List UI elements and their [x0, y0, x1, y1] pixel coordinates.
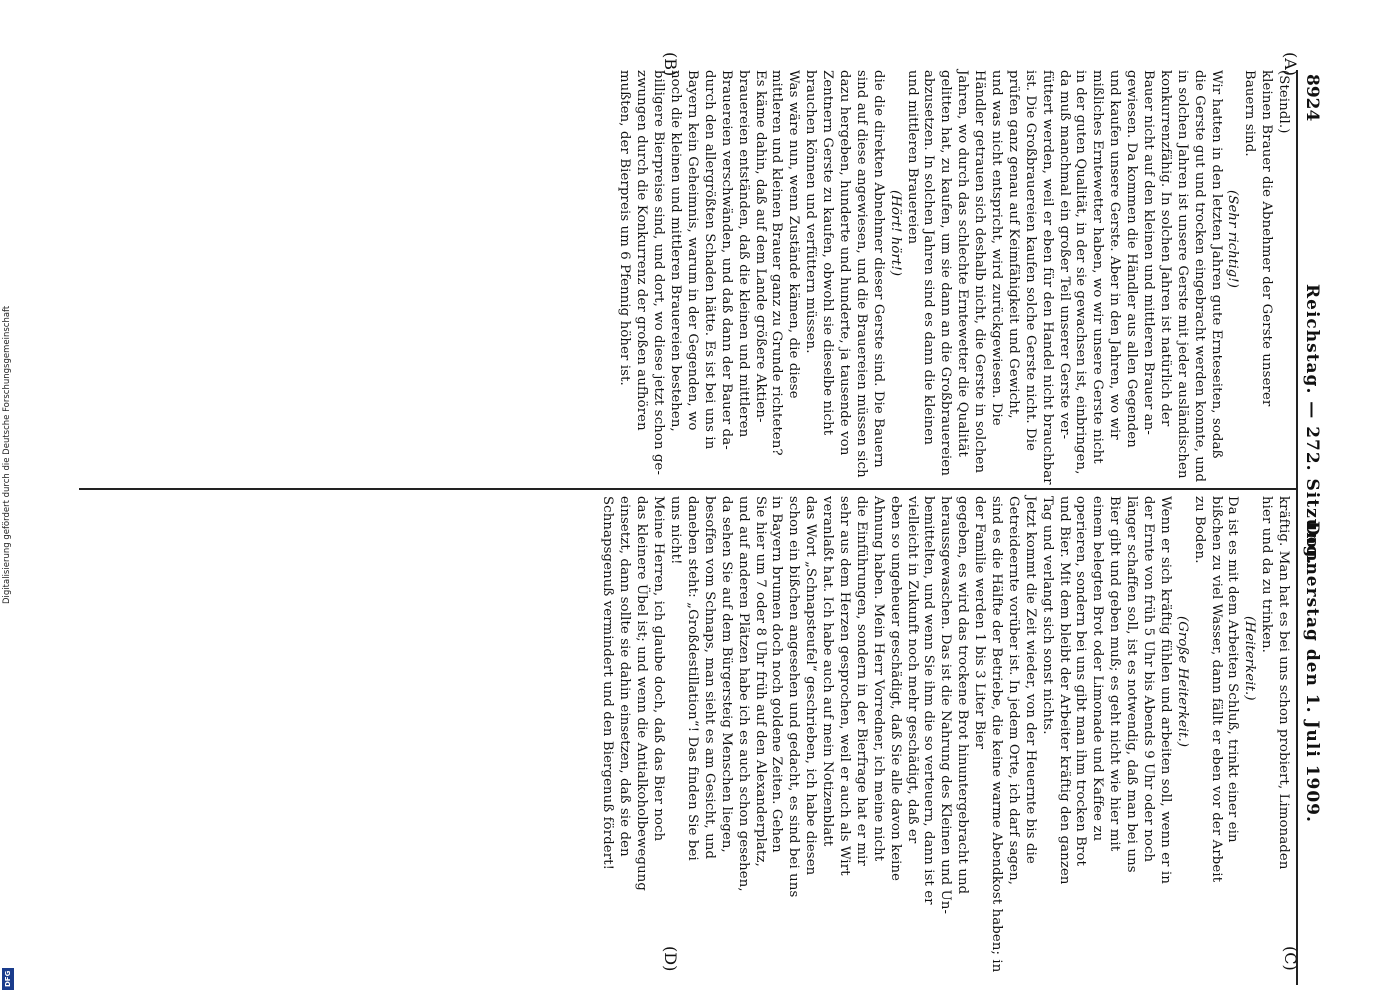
text-line — [1191, 70, 1208, 483]
text-line-content: mißliches Erntewetter haben, wo wir unsere Gerste nicht — [1090, 70, 1106, 464]
text-line-content: kräftig. Man hat es bei uns schon probiert, Limonaden — [1276, 496, 1292, 870]
text-line-content: (Heiterkeit.) — [1242, 616, 1258, 701]
text-line-content: sind es die Hälfte der Betriebe, die keine warme Abendkost haben; in — [988, 496, 1004, 973]
text-line-content: Sie hier um 7 oder 8 Uhr früh auf den Alexanderplatz, — [752, 496, 768, 867]
text-line-content: besoffen vom Schnaps, man sieht es am Gesicht, und — [701, 496, 717, 860]
text-line-content: das kleinere Übel ist; und wenn die Antialkoholbewegung — [634, 496, 650, 891]
text-line-content: schon ein bißchen angesehen und gedacht, es sind bei uns — [786, 496, 802, 898]
text-line-content: operieren, sondern bei uns gibt man ihm trocken Brot — [1073, 496, 1089, 867]
text-line — [1072, 496, 1089, 941]
text-line — [1056, 70, 1073, 480]
text-line — [1157, 70, 1174, 480]
text-line-content: Jahren, wo durch das schlechte Erntewetter die Qualität — [955, 70, 971, 457]
text-line-content: die Gerste gut und trocken eingebracht werden konnte, und — [1191, 70, 1207, 483]
text-line-content: da sehen Sie auf dem Bürgersteig Menschen liegen, — [718, 496, 734, 853]
text-line-content: und Bier. Mit dem bleibt der Arbeiter kräftig den ganzen — [1056, 496, 1072, 885]
text-line — [684, 70, 701, 480]
text-line-content: und was nicht entspricht, wird zurückgewiesen. Die — [988, 70, 1004, 426]
text-line-content: mußten, der Bierpreis um 6 Pfennig höher ist. — [617, 70, 633, 386]
text-line — [1191, 496, 1208, 941]
margin-mark-d: (D) — [661, 946, 680, 972]
text-line — [853, 70, 870, 480]
text-line-content: eben so ungeheuer geschädigt, daß Sie alle davon keine — [887, 496, 903, 882]
text-line — [667, 70, 684, 480]
text-line — [701, 496, 718, 941]
text-line — [937, 496, 954, 941]
session-date: Donnerstag den 1. Juli 1909. — [1302, 521, 1322, 823]
text-line-content: Brauereien verschwänden, und daß dann der Bauer da- — [718, 70, 734, 450]
text-line — [633, 496, 650, 941]
text-line-content: einsetzt, dann sollte sie dahin einsetzen, daß sie den — [617, 496, 633, 857]
text-line — [819, 70, 836, 480]
text-line-content: sind auf diese angewiesen, und die Brauereien müssen sich — [853, 70, 869, 478]
text-line-content: Ahnung haben. Mein Herr Vorredner, ich meine nicht — [870, 496, 886, 862]
text-line — [650, 70, 667, 480]
text-line — [1123, 496, 1140, 941]
text-line — [988, 70, 1005, 480]
text-line — [887, 70, 904, 480]
text-line-content: der Familie werden 1 bis 3 Liter Bier — [972, 496, 988, 750]
text-line-content: die Einführungen, sondern in der Bierfrage hat er mir — [853, 496, 869, 866]
text-line — [1140, 496, 1157, 941]
text-line — [1241, 70, 1258, 480]
text-line-content: prüfen ganz genau auf Keimfähigkeit und Gewicht, — [1005, 70, 1021, 419]
text-line-content: brauereien entständen, daß die kleinen und mittleren — [735, 70, 751, 438]
text-line — [971, 70, 988, 480]
text-line — [1106, 496, 1123, 941]
text-line-content: abzusetzen. In solchen Jahren sind es dann die kleinen — [921, 70, 937, 446]
digitization-note: Digitalisierung gefördert durch die Deutsche Forschungsgemeinschaft — [2, 305, 12, 604]
text-line — [768, 70, 785, 480]
text-line-content: veranlaßt hat. Ich habe auch auf mein Notizenblatt — [820, 496, 836, 847]
text-line-content: (Sehr richtig!) — [1225, 190, 1241, 289]
text-line — [785, 70, 802, 480]
text-line-content: gelitten hat, zu kaufen, um sie dann an die Großbrauereien — [938, 70, 954, 477]
text-line — [1123, 70, 1140, 480]
text-line-content: Tag und verlangt sich sonst nichts. — [1039, 496, 1055, 735]
text-line — [785, 496, 802, 941]
text-line — [616, 70, 633, 480]
text-line — [1208, 70, 1225, 480]
text-line-content: durch den allergrößten Schaden hätte. Es ist bei uns in — [701, 70, 717, 450]
text-line — [1056, 496, 1073, 941]
text-line-content: sehr aus dem Herzen gesprochen, weil er auch als Wirt — [836, 496, 852, 876]
text-line — [718, 496, 735, 941]
text-line — [1022, 496, 1039, 941]
text-line-content: zwungen durch die Konkurrenz der großen aufhören — [634, 70, 650, 431]
text-line-content: zu Boden. — [1191, 496, 1207, 564]
text-line-content: Was wäre nun, wenn Zustände kämen, die diese — [786, 70, 802, 399]
text-line-content: in Bayern brumen doch noch goldene Zeiten. Gehen — [769, 496, 785, 853]
text-line-content: Wir hatten in den letzten Jahren gute Ernteseiten, sodaß — [1208, 70, 1224, 459]
text-line-content: Jetzt kommt die Zeit wieder, von der Heuernte bis die — [1022, 496, 1038, 864]
text-line — [633, 70, 650, 480]
text-line-content: vielleicht in Zukunft noch mehr geschädigt, daß er — [904, 496, 920, 844]
text-line-content: mittleren und kleinen Brauer ganz zu Grunde richteten? — [769, 70, 785, 456]
text-line-content: in solchen Jahren ist unsere Gerste mit jeder ausländischen — [1174, 70, 1190, 479]
text-line-content: füttert werden, weil er eben für den Handel nicht brauchbar — [1039, 70, 1055, 485]
text-line — [667, 496, 684, 941]
text-line-content: kleinen Brauer die Abnehmer der Gerste unserer — [1259, 70, 1275, 407]
text-line — [1140, 70, 1157, 480]
text-line — [1275, 496, 1292, 941]
text-line — [768, 496, 785, 941]
column-divider — [79, 488, 1297, 490]
text-line-content: heraussgewaschen. Das ist die Nahrung des Kleinen und Un- — [938, 496, 954, 915]
text-line-content: einem belegten Brot oder Limonade und Kaffee zu — [1090, 496, 1106, 842]
text-line-content: daneben steht: „Großdestillation“! Das finden Sie bei — [684, 496, 700, 861]
text-line — [920, 496, 937, 941]
text-line — [937, 70, 954, 480]
text-line — [1208, 496, 1225, 941]
text-line — [684, 496, 701, 941]
header-rule — [1296, 70, 1298, 985]
text-line — [1089, 70, 1106, 480]
text-line-content: der Ernte von früh 5 Uhr bis Abends 9 Uhr oder noch — [1140, 496, 1156, 863]
text-line — [988, 496, 1005, 973]
text-line — [1174, 496, 1191, 941]
text-line — [887, 496, 904, 941]
text-line-content: da muß manchmal ein großer Teil unserer Gerste ver- — [1056, 70, 1072, 440]
text-line-content: Schnapsgenuß vermindert und den Biergenuß fördert! — [600, 496, 616, 871]
text-line — [1089, 496, 1106, 941]
text-line-content: das Wort „Schnapsteufel“ geschrieben, ich habe diesen — [803, 496, 819, 876]
text-line-content: Wenn er sich kräftig fühlen und arbeiten soll, wenn er in — [1157, 496, 1173, 884]
text-line — [1224, 496, 1241, 941]
text-line — [904, 496, 921, 941]
text-line — [1258, 70, 1275, 480]
text-line-content: billigere Bierpreise sind, und dort, wo diese jetzt schon ge- — [651, 70, 667, 476]
text-line — [1072, 70, 1089, 480]
text-line-content: Händler getrauen sich deshalb nicht, die Gerste in solchen — [972, 70, 988, 474]
text-line-content: dazu hergeben, hunderte und hunderte, ja tausende von — [836, 70, 852, 456]
text-line — [870, 496, 887, 941]
text-line — [752, 496, 769, 941]
text-line — [1174, 70, 1191, 480]
text-line — [1275, 70, 1292, 480]
text-line-content: Meine Herren, ich glaube doch, daß das Bier noch — [651, 496, 667, 842]
text-line-content: bemittelten, und wenn Sie ihm die so verteuern, dann ist er — [921, 496, 937, 905]
margin-mark-c: (C) — [1281, 946, 1300, 971]
text-line — [836, 496, 853, 941]
text-line — [1224, 70, 1241, 480]
text-line — [599, 496, 616, 941]
text-line-content: (Große Heiterkeit.) — [1174, 616, 1190, 748]
text-line — [1106, 70, 1123, 480]
text-line — [920, 70, 937, 480]
text-line-content: gegeben, es wird das trockene Brot hinuntergebracht und — [955, 496, 971, 895]
text-line — [1157, 496, 1174, 941]
text-line — [1022, 70, 1039, 480]
text-line — [1258, 496, 1275, 941]
text-line — [718, 70, 735, 480]
text-line-content: Bauern sind. — [1242, 70, 1258, 157]
text-line-content: länger schaffen soll, ist es notwendig, daß man bei uns — [1124, 496, 1140, 873]
running-header: Reichstag. — 272. Sitzung. — [1302, 284, 1322, 566]
text-line — [904, 70, 921, 480]
text-line-content: die die direkten Abnehmer dieser Gerste sind. Die Bauern — [870, 70, 886, 468]
text-line — [752, 70, 769, 480]
margin-mark-a: (A) — [1281, 52, 1300, 77]
text-line-content: (Hört! hört!) — [887, 190, 903, 277]
text-line-content: brauchen können und verfüttern müssen. — [803, 70, 819, 354]
text-line — [1039, 496, 1056, 941]
text-line — [954, 496, 971, 941]
text-line — [802, 70, 819, 480]
text-line — [701, 70, 718, 480]
text-line — [616, 496, 633, 941]
text-line-content: Da ist es mit dem Arbeiten Schluß, trinkt einer ein — [1225, 496, 1241, 843]
text-line-content: ist. Die Großbrauereien kaufen solche Gerste nicht. Die — [1022, 70, 1038, 452]
text-line — [954, 70, 971, 480]
text-line-content: hier und da zu trinken. — [1259, 496, 1275, 654]
text-line — [819, 496, 836, 941]
left-text-column — [80, 70, 1292, 485]
page-number: 8924 — [1302, 74, 1322, 122]
margin-mark-b: (B) — [661, 52, 680, 77]
text-line-content: (Steindl.) — [1276, 70, 1292, 134]
right-text-column — [80, 496, 1292, 973]
text-line — [836, 70, 853, 480]
text-line — [971, 496, 988, 941]
text-line-content: Zentnern Gerste zu kaufen, obwohl sie dieselbe nicht — [820, 70, 836, 436]
text-line — [870, 70, 887, 480]
dfg-logo: DFG — [2, 968, 14, 990]
text-line — [1005, 70, 1022, 480]
text-line-content: bißchen zu viel Wasser, dann fällt er eben vor der Arbeit — [1208, 496, 1224, 883]
text-line-content: und auf anderen Plätzen habe ich es auch schon gesehen, — [735, 496, 751, 892]
text-line — [802, 496, 819, 941]
text-line-content: uns nicht! — [668, 496, 684, 565]
text-line-content: gewiesen. Da kommen die Händler aus allen Gegenden — [1124, 70, 1140, 448]
text-line-content: Es käme dahin, daß auf dem Lande größere Aktien- — [752, 70, 768, 423]
text-line-content: Bayern kein Geheimnis, warum in der Gegenden, wo — [684, 70, 700, 431]
text-line-content: konkurrenzfähig. In solchen Jahren ist natürlich der — [1157, 70, 1173, 427]
text-line-content: Bauer nicht auf den kleinen und mittleren Brauer an- — [1140, 70, 1156, 436]
text-line — [735, 496, 752, 941]
text-line-content: in der guten Qualität, in der sie gewachsen ist, einbringen, — [1073, 70, 1089, 475]
text-line — [1241, 496, 1258, 941]
text-line — [1005, 496, 1022, 941]
text-line — [650, 496, 667, 941]
text-line-content: Getreideernte vorüber ist. In jedem Orte, ich darf sagen, — [1005, 496, 1021, 886]
text-line — [735, 70, 752, 480]
text-line-content: Bier gibt und geben muß; es geht nicht wie hier mit — [1107, 496, 1123, 852]
text-line — [1039, 70, 1056, 485]
text-line-content: noch die kleinen und mittleren Brauereien bestehen, — [668, 70, 684, 432]
text-line-content: und mittleren Brauereien — [904, 70, 920, 245]
text-line — [853, 496, 870, 941]
text-line-content: und kaufen unsere Gerste. Aber in den Jahren, wo wir — [1107, 70, 1123, 440]
